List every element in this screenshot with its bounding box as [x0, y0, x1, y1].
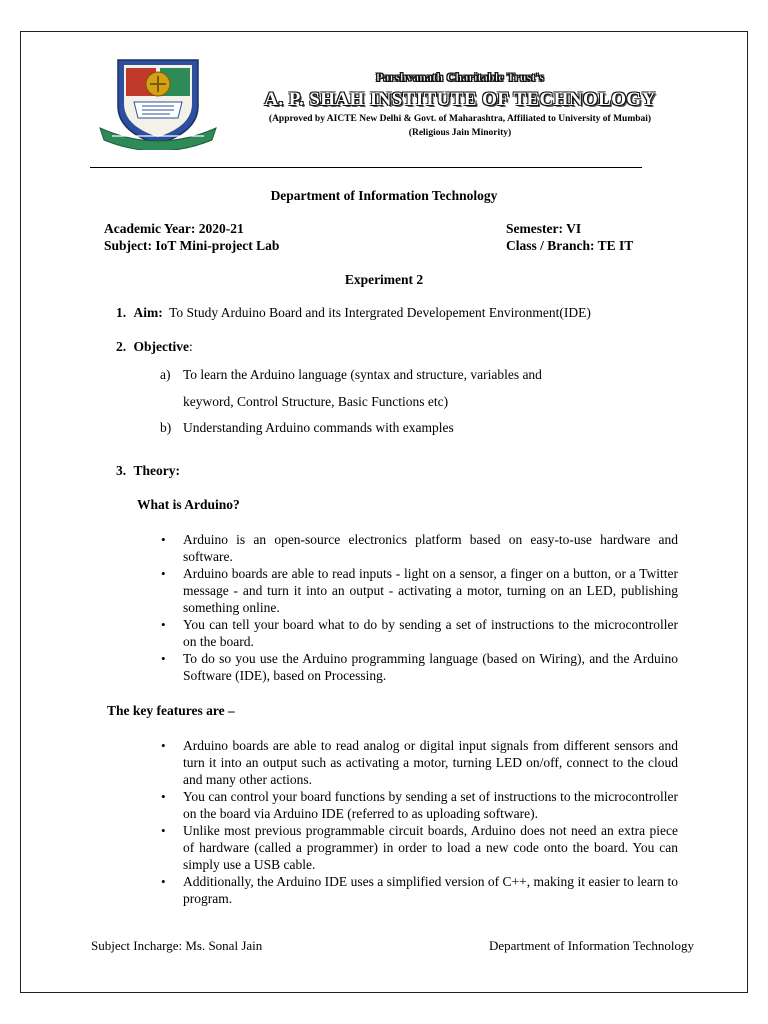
list-item: • Additionally, the Arduino IDE uses a simplified version of C++, making it easier to learn to program. [161, 873, 678, 907]
theory-number: 3. [116, 463, 127, 478]
class-branch: Class / Branch: TE IT [506, 238, 634, 253]
institute-name: A. P. SHAH INSTITUTE OF TECHNOLOGY [264, 89, 656, 110]
institute-header [245, 70, 675, 139]
objective-item-a-line2: keyword, Control Structure, Basic Functions etc) [183, 394, 449, 409]
objective-label: Objective [133, 339, 189, 354]
trust-name: Parshvanath Charitable Trust's [375, 70, 545, 84]
semester: Semester: VI [506, 221, 582, 236]
list-item: • Arduino boards are able to read inputs - light on a sensor, a finger on a button, or a Twitter message - and turn it into an output - activating a motor, turning on an LED, publishing something online. [161, 565, 678, 616]
department-title: Department of Information Technology [270, 188, 498, 203]
objective-item-b-marker: b) [160, 420, 172, 435]
academic-year: Academic Year: 2020-21 [104, 221, 244, 236]
key-features-bullet-list [161, 737, 678, 907]
approval-note: (Approved by AICTE New Delhi & Govt. of Maharashtra, Affiliated to University of Mumbai) [268, 114, 652, 124]
objective-heading [116, 339, 193, 355]
objective-number: 2. [116, 339, 127, 354]
aim-section [116, 305, 591, 321]
footer-department: Department of Information Technology [489, 938, 694, 953]
aim-label: Aim: [133, 305, 163, 320]
minority-note: (Religious Jain Minority) [408, 128, 512, 138]
theory-label: Theory: [133, 463, 180, 478]
header-divider [90, 167, 642, 168]
objective-colon: : [188, 339, 193, 354]
institute-crest-logo [94, 54, 222, 150]
list-item: • You can control your board functions by sending a set of instructions to the microcontroller on the board via Arduino IDE (referred to as uploading software). [161, 788, 678, 822]
list-item: • To do so you use the Arduino programming language (based on Wiring), and the Arduino Software (IDE), based on Processing. [161, 650, 678, 684]
objective-item-b-line1: Understanding Arduino commands with examples [183, 420, 454, 435]
objective-item-a-line1: To learn the Arduino language (syntax and structure, variables and [183, 367, 542, 382]
theory-bullet-list [161, 531, 678, 684]
aim-text: To Study Arduino Board and its Intergrated Developement Environment(IDE) [169, 305, 591, 320]
list-item: • Arduino is an open-source electronics platform based on easy-to-use hardware and software. [161, 531, 678, 565]
theory-heading [116, 463, 180, 479]
theory-question: What is Arduino? [137, 497, 240, 512]
subject: Subject: IoT Mini-project Lab [104, 238, 280, 253]
list-item: • You can tell your board what to do by sending a set of instructions to the microcontroller on the board. [161, 616, 678, 650]
list-item: • Arduino boards are able to read analog or digital input signals from different sensors and turn it into an output such as activating a motor, turning LED on/off, connect to the cloud and many other actions. [161, 737, 678, 788]
key-features-heading: The key features are – [107, 703, 235, 718]
experiment-title: Experiment 2 [344, 272, 424, 287]
objective-item-a-marker: a) [160, 367, 171, 382]
footer-subject-incharge: Subject Incharge: Ms. Sonal Jain [91, 938, 263, 953]
aim-number: 1. [116, 305, 127, 320]
list-item: • Unlike most previous programmable circuit boards, Arduino does not need an extra piece of hardware (called a programmer) in order to load a new code onto the board. You can simply use a USB cable. [161, 822, 678, 873]
